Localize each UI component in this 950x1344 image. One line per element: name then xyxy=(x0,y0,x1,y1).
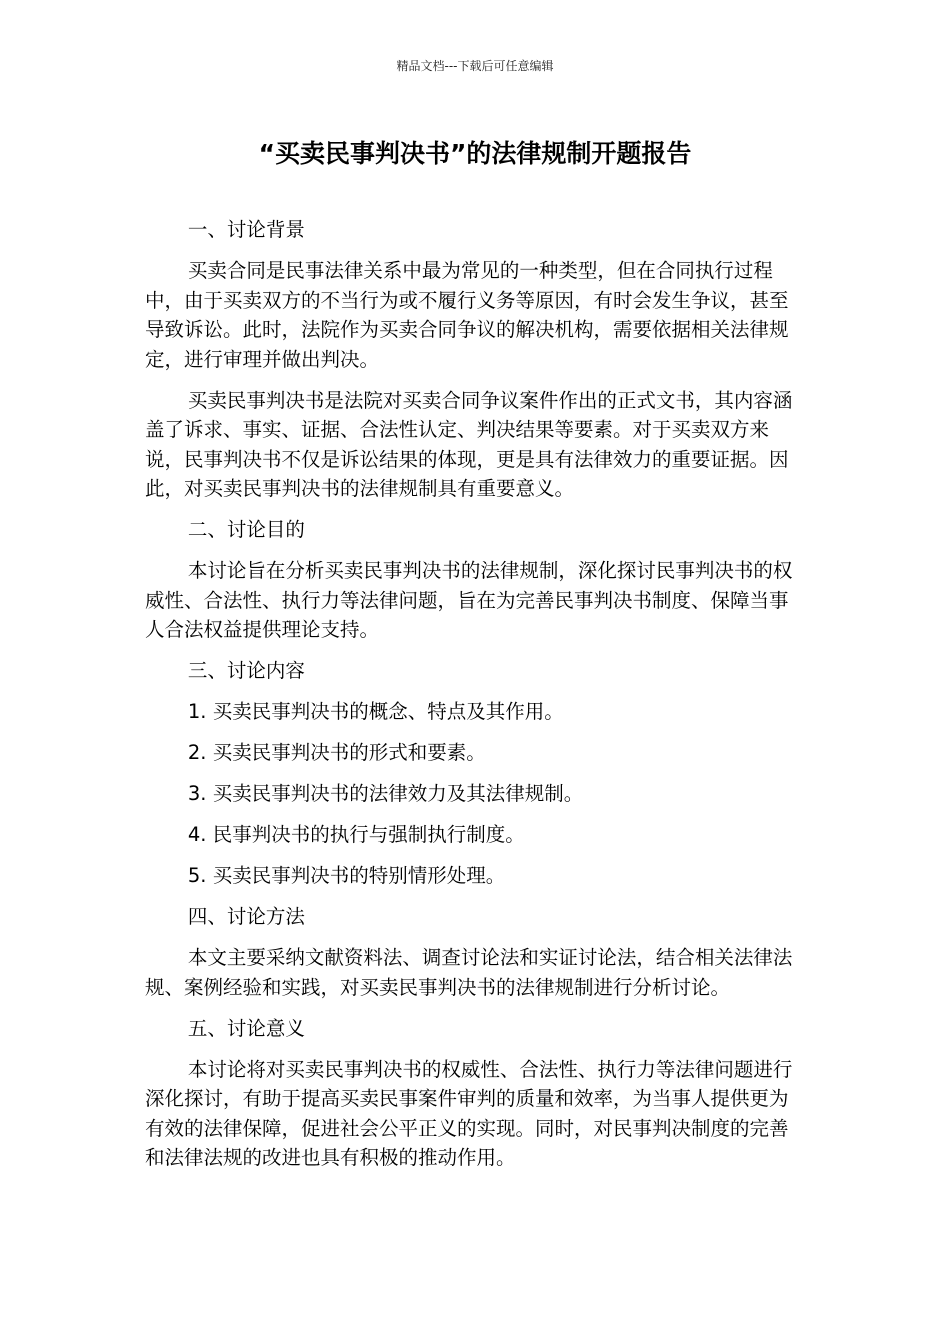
content-list-item: 1. 买卖民事判决书的概念、特点及其作用。 xyxy=(187,700,564,723)
method-paragraph: 本文主要采纳文献资料法、调查讨论法和实证讨论法，结合相关法律法规、案例经验和实践，对买卖民事判决书的法律规制进行分析讨论。 xyxy=(145,946,793,999)
significance-paragraph: 本讨论将对买卖民事判决书的权威性、合法性、执行力等法律问题进行深化探讨，有助于提高买卖民事案件审判的质量和效率，为当事人提供更为有效的法律保障，促进社会公平正义的实现。同时，对民事判决制度的完善和法律法规的改进也具有积极的推动作用。 xyxy=(145,1057,793,1169)
section-heading-purpose: 二、讨论目的 xyxy=(187,518,305,541)
purpose-paragraph: 本讨论旨在分析买卖民事判决书的法律规制，深化探讨民事判决书的权威性、合法性、执行力等法律问题，旨在为完善民事判决书制度、保障当事人合法权益提供理论支持。 xyxy=(145,559,793,641)
content-list-item: 4. 民事判决书的执行与强制执行制度。 xyxy=(187,823,525,846)
document-title: “买卖民事判决书”的法律规制开题报告 xyxy=(258,139,692,168)
content-list-item: 5. 买卖民事判决书的特别情形处理。 xyxy=(187,864,506,887)
content-list-item: 3. 买卖民事判决书的法律效力及其法律规制。 xyxy=(187,782,584,805)
header-note: 精品文档---下载后可任意编辑 xyxy=(396,59,554,73)
background-paragraph-1: 买卖合同是民事法律关系中最为常见的一种类型，但在合同执行过程中，由于买卖双方的不当行为或不履行义务等原因，有时会发生争议，甚至导致诉讼。此时，法院作为买卖合同争议的解决机构，需要依据相关法律规定，进行审理并做出判决。 xyxy=(145,259,789,371)
section-heading-content: 三、讨论内容 xyxy=(187,659,305,682)
section-heading-significance: 五、讨论意义 xyxy=(187,1016,305,1040)
section-heading-background: 一、讨论背景 xyxy=(187,218,305,241)
section-heading-method: 四、讨论方法 xyxy=(187,905,305,928)
background-paragraph-2: 买卖民事判决书是法院对买卖合同争议案件作出的正式文书，其内容涵盖了诉求、事实、证据、合法性认定、判决结果等要素。对于买卖双方来说，民事判决书不仅是诉讼结果的体现，更是具有法律效力的重要证据。因此，对买卖民事判决书的法律规制具有重要意义。 xyxy=(145,388,793,500)
content-list-item: 2. 买卖民事判决书的形式和要素。 xyxy=(187,741,486,764)
document-body xyxy=(145,215,805,1184)
